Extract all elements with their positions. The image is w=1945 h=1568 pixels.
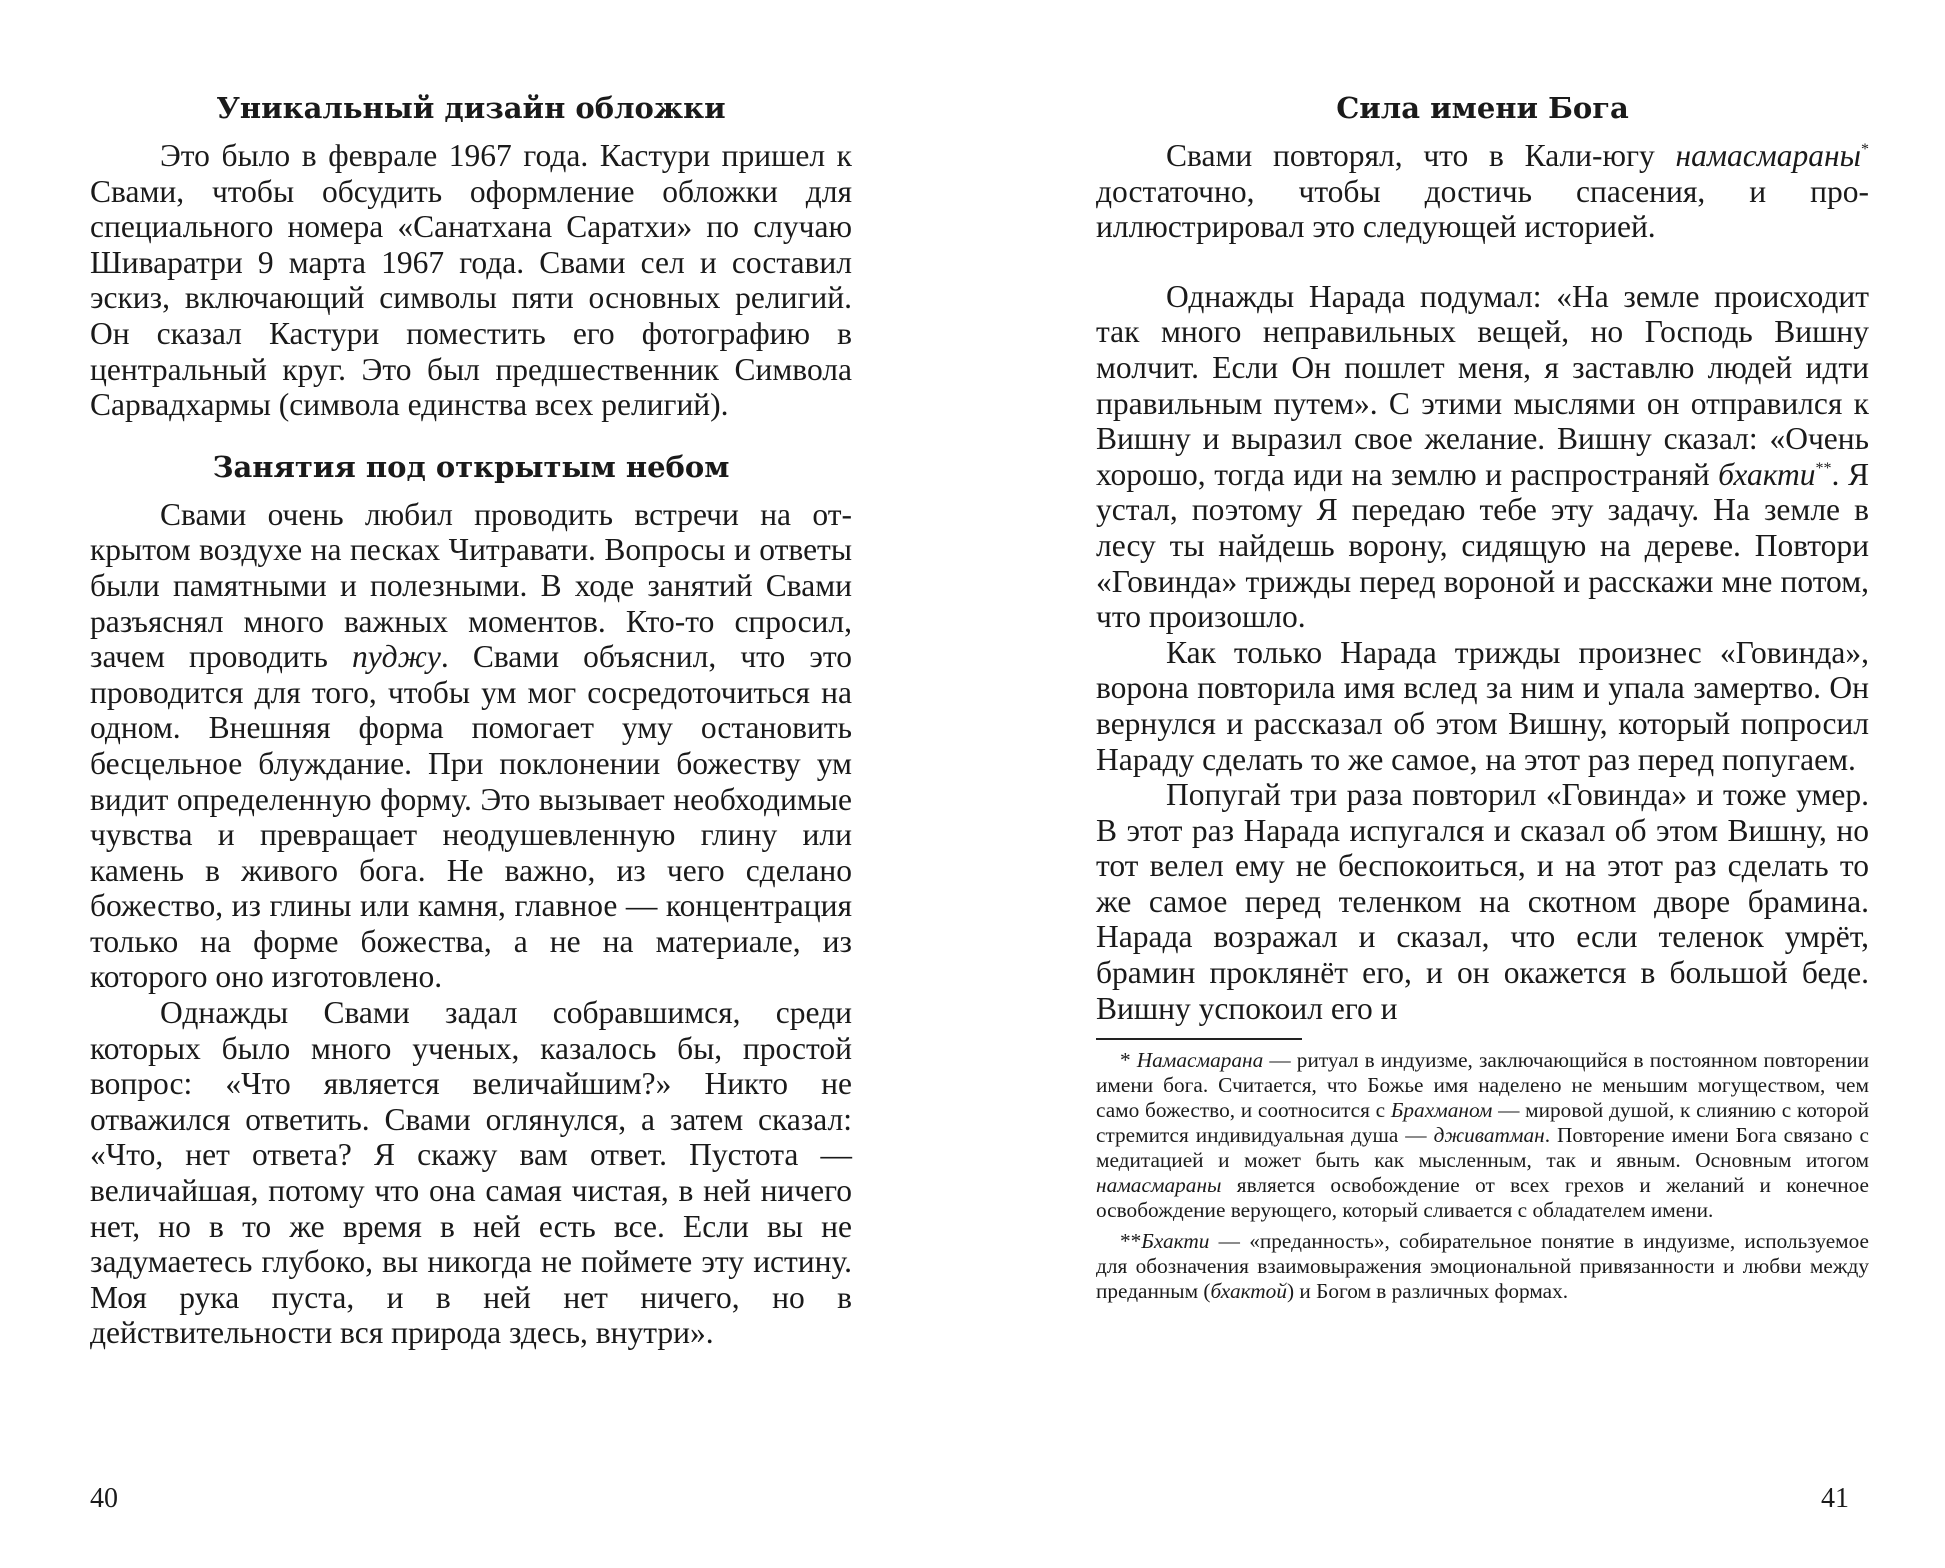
page-number-right: 41	[1821, 1483, 1849, 1514]
footnote-bhakti: **Бхакти — «преданность», собирательное понятие в индуизме, используемое для обозначения взаимовыражения эмоциональной привязанности и любви между преданным (бхактой) и Богом в различных формах.	[1096, 1229, 1869, 1304]
paragraph-open-air: Свами очень любил проводить встречи на открытом воздухе на песках Читравати. Вопросы и ответы были памятными и полезными. В ходе занятий Свами разъяснял много важных моментов. Кто-то спросил, зачем проводить пуджу. Свами объяснил, что это проводится для того, чтобы ум мог сосредоточиться на одном. Внешняя форма помогает уму остановить бесцельное блуждание. При поклонении божеству ум видит определенную форму. Это вызывает необходимые чувства и превращает неодушевленную глину или камень в живого бога. Не важно, из чего сделано божество, из глины или камня, главное — концентрация только на форме божества, а не на материале, из которого оно изготовлено.	[90, 496, 852, 995]
footnote-namasmarana: * Намасмарана — ритуал в индуизме, заключающийся в постоянном повторении имени бога. Считается, что Божье имя наделено не меньшим могуществом, чем само божество, и соотносится с Брахманом — мировой душой, к слиянию с которой стремится индивидуальная душа — дживатман. Повторение имени Бога связано с медитацией и может быть как мысленным, так и явным. Основным итогом намасмараны является освобождение от всех грехов и желаний и конечное освобождение верующего, который сливается с обладателем имени.	[1096, 1048, 1869, 1223]
page-number-left: 40	[90, 1483, 118, 1514]
paragraph-parrot: Попугай три раза повторил «Говинда» и тоже умер. В этот раз Нарада испугался и сказал об этом Вишну, но тот велел ему не беспокоиться, и на этот раз сделать то же самое перед теленком на скотном дворе брамина. Нарада возражал и сказал, что если теленок умрёт, брамин проклянёт его, и он окажется в большой беде. Вишну успокоил его и	[1096, 777, 1869, 1026]
right-page	[972, 0, 1945, 1568]
footnote-ref-1: *	[1861, 141, 1869, 158]
emphasis-bhakti: бхакти	[1718, 456, 1816, 492]
section-heading-open-air: Занятия под открытым небом	[212, 449, 730, 484]
footnote-divider	[1096, 1038, 1302, 1040]
left-page	[0, 0, 972, 1568]
emphasis-puja: пуджу	[352, 639, 441, 675]
emphasis-namasmarana: намасмараны	[1675, 138, 1861, 173]
paragraph-narada: Однажды Нарада подумал: «На земле происходит так много неправильных вещей, но Господь Вишну молчит. Если Он пошлет меня, я заставлю людей идти правильным путем». С этими мыслями он отправился к Вишну и выразил свое желание. Вишну сказал: «Очень хорошо, тогда иди на землю и распространяй бхакти**. Я устал, поэтому Я передаю тебе эту задачу. На земле в лесу ты найдешь ворону, сидящую на дереве. Повтори «Говинда» трижды перед вороной и расскажи мне потом, что произошло.	[1096, 278, 1869, 635]
section-heading-cover-design: Уникальный дизайн обложки	[216, 91, 726, 125]
paragraph-kali-yuga: Свами повторял, что в Кали-югу намасмараны* достаточно, чтобы достичь спасения, и проиллюстрировал это следующей историей.	[1096, 138, 1869, 245]
footnote-ref-2: **	[1815, 459, 1832, 477]
section-heading-power-of-name: Сила имени Бога	[1336, 91, 1629, 125]
paragraph-cover-design: Это было в феврале 1967 года. Кастури пришел к Свами, чтобы обсудить оформление обложки для специального номера «Санатхана Саратхи» по случаю Шиваратри 9 марта 1967 года. Свами сел и составил эскиз, включающий символы пяти основных религий. Он сказал Кастури поместить его фотографию в центральный круг. Это был предшественник Символа Сарвадхармы (символа единства всех религий).	[90, 138, 852, 423]
paragraph-greatest-question: Однажды Свами задал собравшимся, среди которых было много ученых, казалось бы, простой вопрос: «Что является величайшим?» Никто не отважился ответить. Свами оглянулся, а затем сказал: «Что, нет ответа? Я скажу вам ответ. Пустота — величайшая, потому что она самая чистая, в ней ничего нет, но в то же время в ней есть все. Если вы не задумаетесь глубоко, вы никогда не поймете эту истину. Моя рука пуста, и в ней нет ничего, но в действительности вся природа здесь, внутри».	[90, 995, 852, 1351]
paragraph-crow: Как только Нарада трижды произнес «Говинда», ворона повторила имя вслед за ним и упала замертво. Он вернулся и рассказал об этом Вишну, который попросил Нараду сделать то же самое, на этот раз перед попугаем.	[1096, 634, 1869, 777]
